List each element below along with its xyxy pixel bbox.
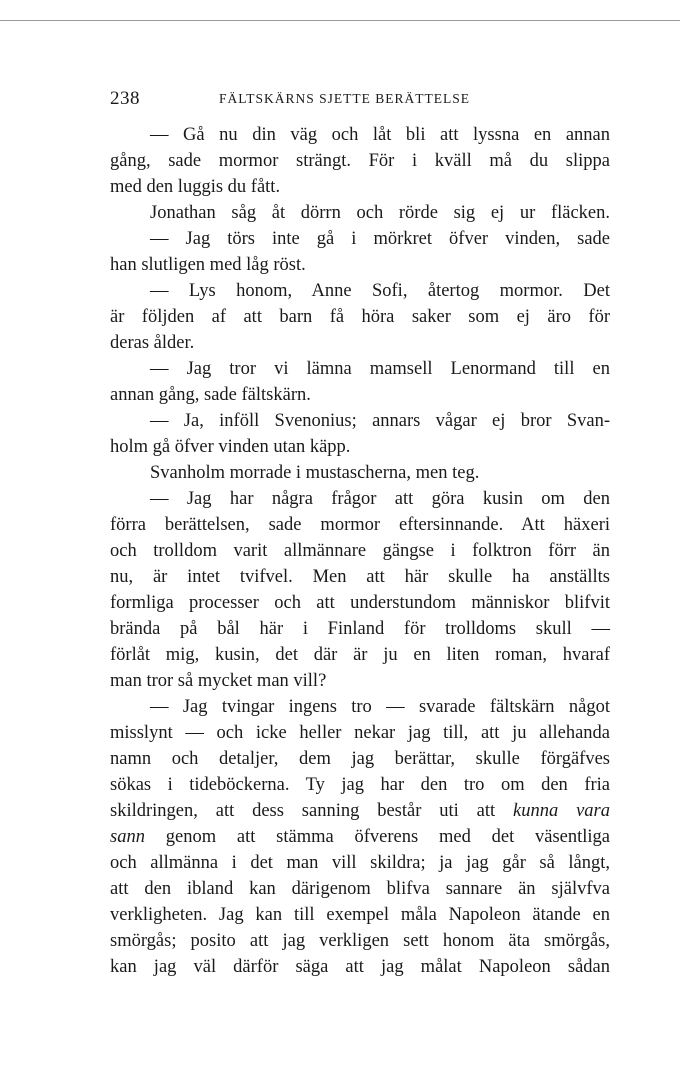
- page-number: 238: [110, 88, 140, 109]
- text-line-content: gång, sade mormor strängt. För i kväll må du slippa: [110, 151, 610, 171]
- text-line-content: och allmänna i det man vill skildra; ja jag går så långt,: [110, 853, 610, 873]
- text-line: [110, 902, 610, 928]
- text-line: [110, 460, 610, 486]
- text-line: [110, 278, 610, 304]
- text-line: [110, 382, 610, 408]
- text-line: [110, 356, 610, 382]
- text-line-content: — Jag tror vi lämna mamsell Lenormand till en: [150, 359, 610, 379]
- text-line-content: man tror så mycket man vill?: [110, 671, 327, 691]
- text-line-content: verkligheten. Jag kan till exempel måla Napoleon ätande en: [110, 905, 610, 925]
- text-line-content: holm gå öfver vinden utan käpp.: [110, 437, 351, 457]
- text-line-content: deras ålder.: [110, 333, 195, 353]
- text-line: [110, 486, 610, 512]
- text-line-content: Jonathan såg åt dörrn och rörde sig ej ur fläcken.: [150, 203, 610, 223]
- text-line-content: — Jag tvingar ingens tro — svarade fältskärn något: [150, 697, 610, 717]
- text-line: [110, 798, 610, 824]
- text-line-content: med den luggis du fått.: [110, 177, 281, 197]
- text-line-content: — Lys honom, Anne Sofi, återtog mormor. Det: [150, 281, 610, 301]
- text-line-content: han slutligen med låg röst.: [110, 255, 306, 275]
- text-line-content: — Ja, inföll Svenonius; annars vågar ej bror Svan-: [150, 411, 610, 431]
- text-line-content: förlåt mig, kusin, det där är ju en liten roman, hvaraf: [110, 645, 610, 665]
- text-line: [110, 512, 610, 538]
- text-line: [110, 590, 610, 616]
- text-line-content: genom att stämma öfverens med det väsentliga: [165, 827, 610, 847]
- text-line: [110, 200, 610, 226]
- text-line-content: — Gå nu din väg och låt bli att lyssna en annan: [150, 125, 610, 145]
- text-line: [110, 668, 610, 694]
- emphasized-text: kunna vara: [513, 801, 611, 821]
- text-line-content: Svanholm morrade i mustascherna, men teg.: [150, 463, 480, 483]
- text-line-content: — Jag törs inte gå i mörkret öfver vinden, sade: [150, 229, 610, 249]
- page-header: [110, 88, 610, 110]
- text-line: [110, 772, 610, 798]
- text-line: [110, 304, 610, 330]
- text-line-content: misslynt — och icke heller nekar jag till, att ju allehanda: [110, 723, 610, 743]
- text-line-content: förra berättelsen, sade mormor eftersinnande. Att häxeri: [110, 515, 610, 535]
- text-line: [110, 954, 610, 980]
- text-line-content: brända på bål här i Finland för trolldoms skull —: [110, 619, 610, 639]
- text-line: [110, 616, 610, 642]
- text-line-content: — Jag har några frågor att göra kusin om den: [150, 489, 610, 509]
- text-line-content: och trolldom varit allmännare gängse i folktron förr än: [110, 541, 610, 561]
- emphasized-text: sann: [110, 827, 145, 847]
- text-line: [110, 174, 610, 200]
- text-line-content: nu, är intet tvifvel. Men att här skulle ha anställts: [110, 567, 610, 587]
- text-line: [110, 330, 610, 356]
- text-line-content: är följden af att barn få höra saker som ej äro för: [110, 307, 610, 327]
- text-line: [110, 226, 610, 252]
- text-line: [110, 148, 610, 174]
- text-line-content: att den ibland kan därigenom blifva sannare än självfva: [110, 879, 610, 899]
- text-line: [110, 122, 610, 148]
- text-line: [110, 434, 610, 460]
- top-rule: [0, 20, 680, 21]
- text-line: [110, 694, 610, 720]
- text-line: [110, 928, 610, 954]
- text-line: [110, 252, 610, 278]
- body-text: [110, 122, 610, 980]
- text-line: [110, 746, 610, 772]
- text-line-content: formliga processer och att understundom människor blifvit: [110, 593, 610, 613]
- text-line: [110, 876, 610, 902]
- text-line: [110, 538, 610, 564]
- text-line-content: annan gång, sade fältskärn.: [110, 385, 311, 405]
- text-line: [110, 564, 610, 590]
- text-line: [110, 642, 610, 668]
- text-line: [110, 850, 610, 876]
- text-line-content: sökas i tideböckerna. Ty jag har den tro om den fria: [110, 775, 610, 795]
- text-line-content: skildringen, att dess sanning består uti att: [110, 801, 496, 821]
- text-line-content: namn och detaljer, dem jag berättar, skulle förgäfves: [110, 749, 610, 769]
- text-line: [110, 824, 610, 850]
- text-line: [110, 720, 610, 746]
- running-head: FÄLTSKÄRNS SJETTE BERÄTTELSE: [219, 91, 471, 106]
- text-line: [110, 408, 610, 434]
- text-line-content: kan jag väl därför säga att jag målat Napoleon sådan: [110, 957, 610, 977]
- text-line-content: smörgås; posito att jag verkligen sett honom äta smörgås,: [110, 931, 610, 951]
